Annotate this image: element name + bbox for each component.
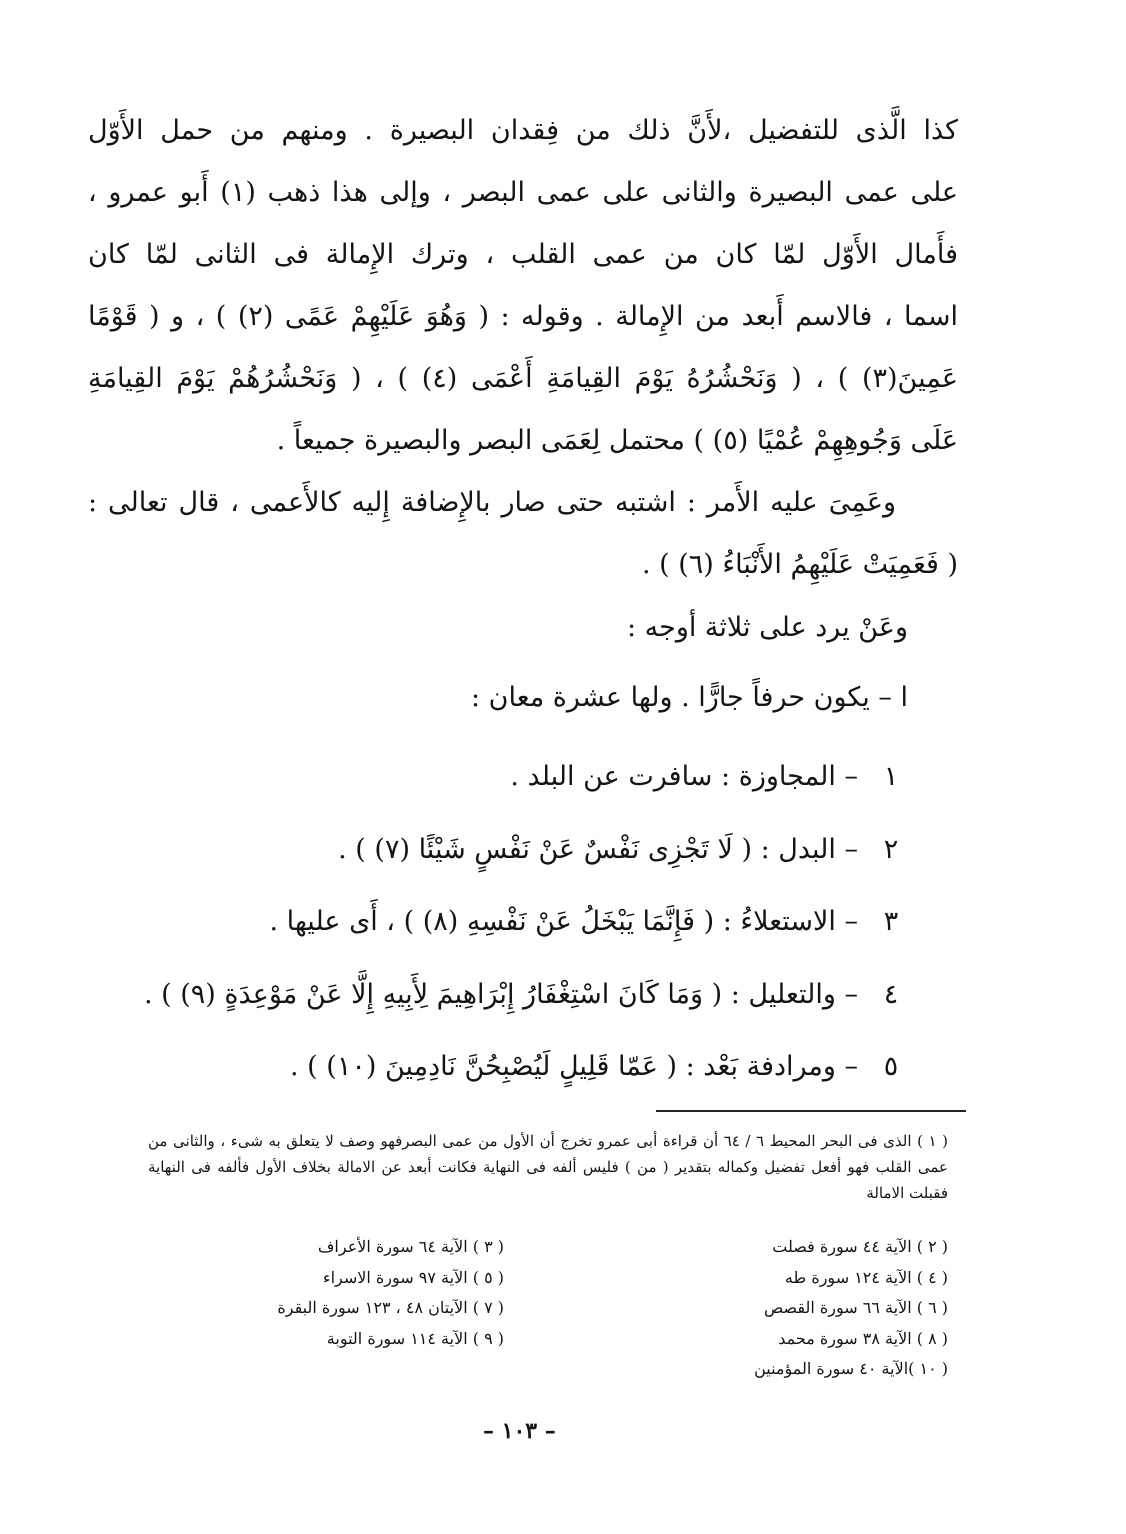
footnote: ( ٧ ) الآيتان ٤٨ ، ١٢٣ سورة البقرة — [277, 1298, 504, 1317]
footnote: ( ٨ ) الآية ٣٨ سورة محمد — [778, 1328, 948, 1348]
footnotes-left-column — [277, 1232, 504, 1354]
list-item — [510, 755, 906, 799]
footnote-divider — [656, 1110, 966, 1112]
item-number: ٤ — [883, 979, 899, 1010]
text-line: اسما ، فالاسم أَبعد من الإِمالة . وقوله : ( وَهُوَ عَلَيْهِمْ عَمًى (٢) ) ، و ( قَوْمًا — [88, 301, 958, 332]
page-number: – ١٠٣ – — [483, 1418, 556, 1444]
section-subheading: ا – يكون حرفاً جارًّا . ولها عشرة معان : — [470, 682, 908, 713]
list-item — [144, 973, 906, 1017]
text-line: كذا الَّذى للتفضيل ،لأَنَّ ذلك من فِقدان البصيرة . ومنهم من حمل الأَوّل — [88, 115, 958, 146]
body-text — [88, 100, 958, 596]
footnotes-right-column — [754, 1232, 948, 1385]
footnote: ( ٦ ) الآية ٦٦ سورة القصص — [763, 1298, 948, 1317]
item-text: – والتعليل : ( وَمَا كَانَ اسْتِغْفَارُ إِبْرَاهِيمَ لِأَبِيهِ إِلَّا عَنْ مَوْعِدَةٍ (٩) ) . — [143, 979, 858, 1010]
item-number: ١ — [883, 761, 899, 792]
item-text: – البدل : ( لَا تَجْزِى نَفْسٌ عَنْ نَفْسٍ شَيْئًا (٧) ) . — [338, 834, 858, 865]
text-line: عَلَى وَجُوهِهِمْ عُمْيًا (٥) ) محتمل لِعَمَى البصر والبصيرة جميعاً . — [276, 425, 958, 456]
list-item — [290, 1045, 906, 1089]
item-number: ٢ — [883, 834, 899, 865]
list-item — [269, 900, 906, 944]
footnote: ( ٩ ) الآية ١١٤ سورة التوبة — [326, 1328, 504, 1348]
item-text: – ومرادفة بَعْد : ( عَمّا قَلِيلٍ لَيُصْبِحُنَّ نَادِمِينَ (١٠) ) . — [289, 1051, 858, 1082]
item-text: – الاستعلاءُ : ( فَإِنَّمَا يَبْخَلُ عَنْ نَفْسِهِ (٨) ) ، أَى عليها . — [269, 906, 858, 937]
text-line: عَمِينَ(٣) ) ، ( وَنَحْشُرُهُ يَوْمَ القِيامَةِ أَعْمَى (٤) ) ، ( وَنَحْشُرُهُمْ يَوْمَ القِيامَةِ — [88, 363, 958, 394]
list-item — [338, 828, 906, 872]
text-line: وعَمِىَ عليه الأَمر : اشتبه حتى صار بالإِضافة إِليه كالأَعمى ، قال تعالى : — [88, 487, 896, 518]
footnote: ( ١٠ )الآية ٤٠ سورة المؤمنين — [754, 1359, 948, 1378]
footnote: ( ٤ ) الآية ١٢٤ سورة طه — [784, 1267, 948, 1287]
text-line: ( فَعَمِيَتْ عَلَيْهِمُ الأَنْبَاءُ (٦) ) . — [641, 549, 958, 580]
text-line: فأَمال الأَوّل لمّا كان من عمى القلب ، وترك الإِمالة فى الثانى لمّا كان — [88, 239, 958, 270]
footnote: ( ٥ ) الآية ٩٧ سورة الاسراء — [323, 1267, 504, 1287]
section-heading: وعَنْ يرد على ثلاثة أوجه : — [626, 612, 908, 643]
footnote: ( ٣ ) الآية ٦٤ سورة الأعراف — [317, 1237, 504, 1256]
footnote: ( ٢ ) الآية ٤٤ سورة فصلت — [772, 1237, 948, 1256]
item-number: ٣ — [883, 906, 899, 937]
footnote-1: ( ١ ) الذى فى البحر المحيط ٦ / ٦٤ أن قراءة أبى عمرو تخرج أن الأول من عمى البصرفهو وصف لا يتعلق به شىء ، والثانى من عمى القلب فهو أفعل تفضيل وكماله بتقدير ( من ) فليس ألفه فى النهاية فكانت أبعد عن الامالة بخلاف الأول فألفه فى النهاية فقبلت الامالة — [148, 1132, 948, 1202]
item-number: ٥ — [883, 1051, 899, 1082]
text-line: على عمى البصيرة والثانى على عمى البصر ، وإلى هذا ذهب (١) أَبو عمرو ، — [88, 177, 958, 208]
item-text: – المجاوزة : سافرت عن البلد . — [510, 761, 858, 792]
